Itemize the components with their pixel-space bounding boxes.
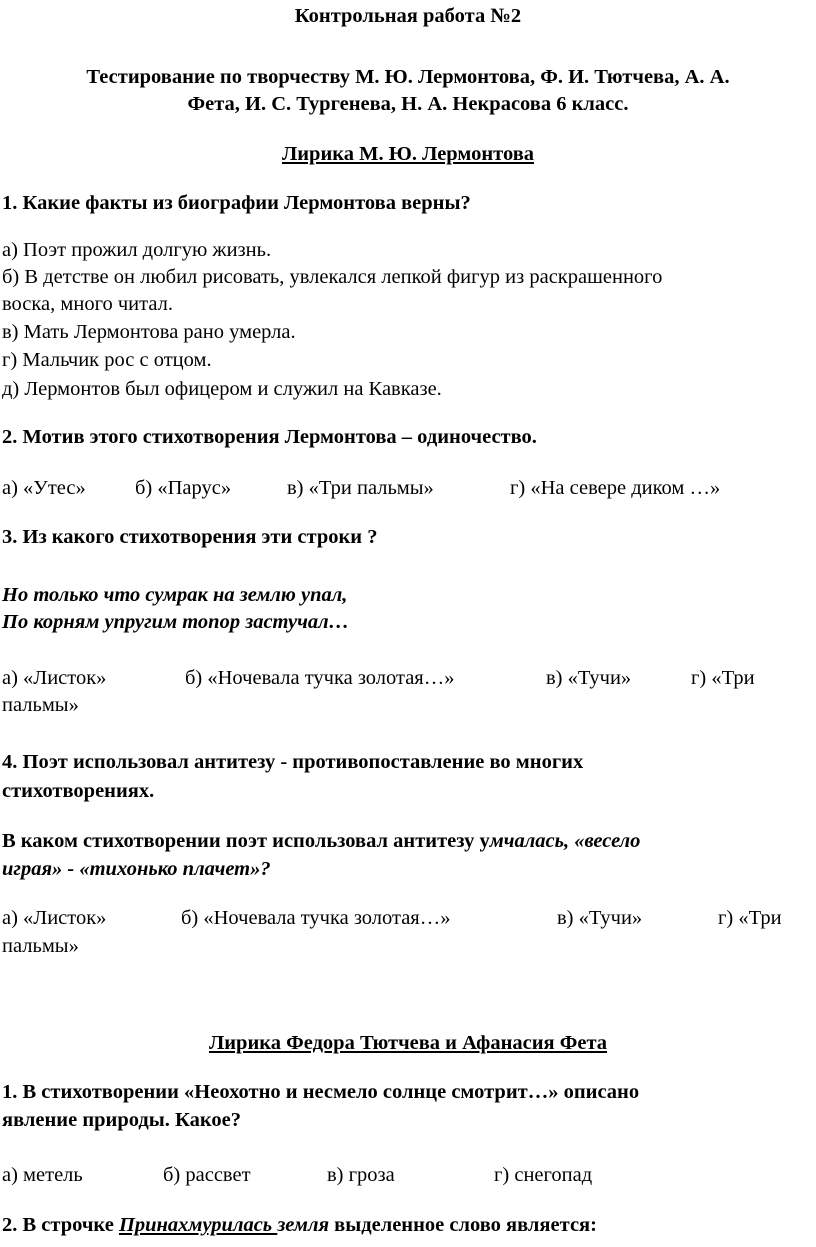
q4-option-b: б) «Ночевала тучка золотая…» xyxy=(181,907,451,929)
q1-option-b-line2: воска, много читал. xyxy=(2,293,173,315)
q3-option-a: а) «Листок» xyxy=(2,667,107,689)
s2-q1-option-d: г) снегопад xyxy=(494,1164,593,1186)
q1-option-a: а) Поэт прожил долгую жизнь. xyxy=(2,239,272,261)
section-title-lermontov-text: Лирика М. Ю. Лермонтова xyxy=(281,143,535,165)
q4-option-d: г) «Три xyxy=(718,907,782,929)
s2-q1-option-b: б) рассвет xyxy=(163,1164,251,1186)
q4-option-a: а) «Листок» xyxy=(2,907,107,929)
section-title-tyutchev-fet-text: Лирика Федора Тютчева и Афанасия Фета xyxy=(208,1032,608,1054)
s2-question-1-line2: явление природы. Какое? xyxy=(2,1109,242,1131)
q4-subquestion-plain: В каком стихотворении поэт использовал антитезу у xyxy=(2,830,490,852)
s2-q2-italic-word: земля xyxy=(277,1214,330,1236)
q2-option-d: г) «На севере диком …» xyxy=(510,477,721,499)
q1-option-e: д) Лермонтов был офицером и служил на Кавказе. xyxy=(2,378,442,400)
q2-option-b: б) «Парус» xyxy=(135,477,232,499)
q1-option-b-line1: б) В детстве он любил рисовать, увлекался лепкой фигур из раскрашенного xyxy=(2,266,663,288)
q3-verse-line1: Но только что сумрак на землю упал, xyxy=(2,584,348,606)
q3-option-b: б) «Ночевала тучка золотая…» xyxy=(185,667,455,689)
doc-subtitle-line1: Тестирование по творчеству М. Ю. Лермонтова, Ф. И. Тютчева, А. А. xyxy=(86,66,730,88)
q3-option-d: г) «Три xyxy=(691,667,755,689)
s2-q2-prefix: 2. В строчке xyxy=(2,1214,119,1236)
question-4-line2: стихотворениях. xyxy=(2,780,155,802)
q2-option-c: в) «Три пальмы» xyxy=(287,477,434,499)
s2-q1-option-a: а) метель xyxy=(2,1164,83,1186)
q4-option-c: в) «Тучи» xyxy=(557,907,643,929)
doc-subtitle-line2: Фета, И. С. Тургенева, Н. А. Некрасова 6 класс. xyxy=(187,93,629,115)
q4-subquestion-line1 xyxy=(2,829,640,853)
question-2: 2. Мотив этого стихотворения Лермонтова – одиночество. xyxy=(2,426,537,448)
s2-question-1-line1: 1. В стихотворении «Неохотно и несмело солнце смотрит…» описано xyxy=(2,1081,640,1103)
s2-q2-suffix: выделенное слово является: xyxy=(329,1214,597,1236)
section-title-tyutchev-fet xyxy=(0,1031,816,1055)
q1-option-c: в) Мать Лермонтова рано умерла. xyxy=(2,321,296,343)
question-4-line1: 4. Поэт использовал антитезу - противопоставление во многих xyxy=(2,751,584,773)
q3-verse-line2: По корням упругим топор застучал… xyxy=(2,611,350,633)
q3-option-d-cont: пальмы» xyxy=(2,694,79,716)
question-3: 3. Из какого стихотворения эти строки ? xyxy=(2,526,378,548)
q4-subquestion-italic: мчалась, «весело xyxy=(489,830,641,852)
s2-q1-option-c: в) гроза xyxy=(327,1164,395,1186)
question-1: 1. Какие факты из биографии Лермонтова верны? xyxy=(2,192,471,214)
q3-option-c: в) «Тучи» xyxy=(546,667,632,689)
section-title-lermontov xyxy=(0,142,816,166)
doc-title: Контрольная работа №2 xyxy=(294,5,522,27)
q4-option-d-cont: пальмы» xyxy=(2,935,79,957)
s2-question-2 xyxy=(2,1213,597,1237)
q2-option-a: а) «Утес» xyxy=(2,477,86,499)
q4-subquestion-line2: играя» - «тихонько плачет»? xyxy=(2,858,271,880)
q1-option-d: г) Мальчик рос с отцом. xyxy=(2,349,212,371)
s2-q2-underlined-word: Принахмурилась xyxy=(118,1214,278,1236)
